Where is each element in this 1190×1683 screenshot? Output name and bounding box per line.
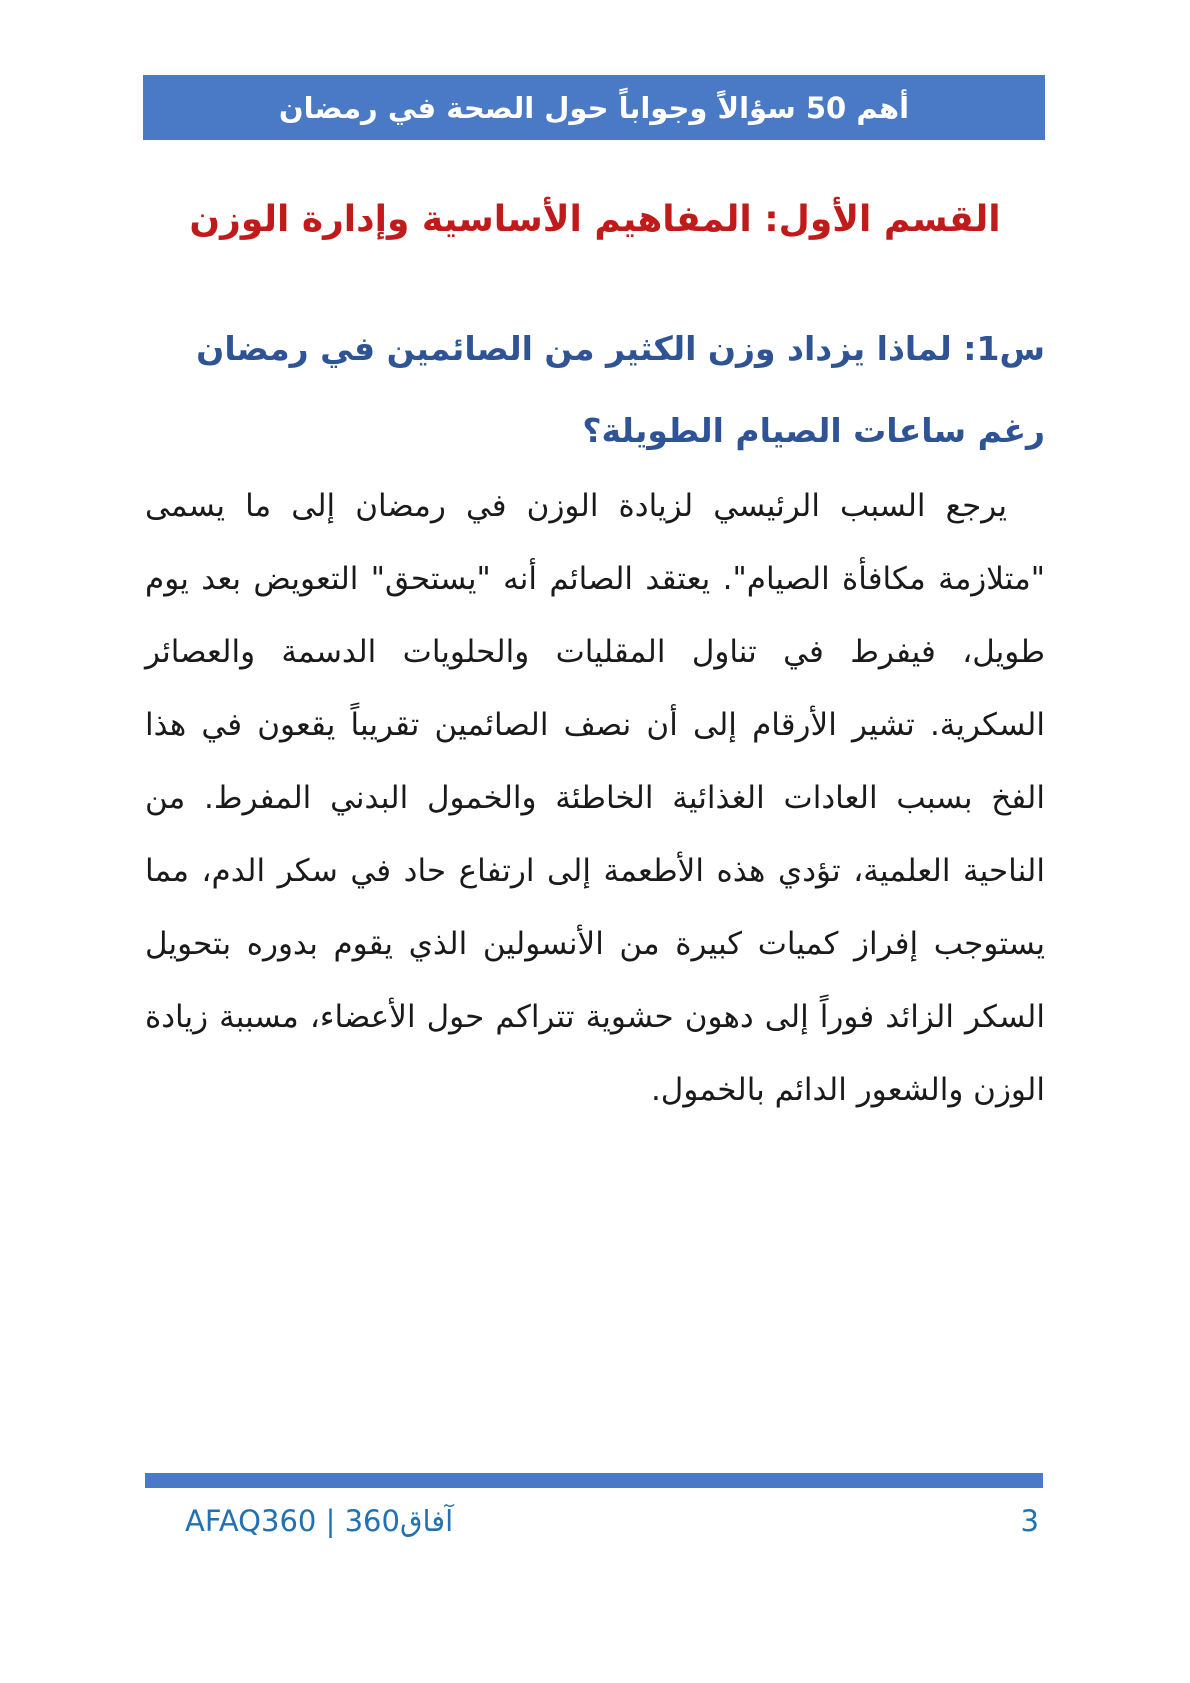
document-title: أهم 50 سؤالاً وجواباً حول الصحة في رمضان (278, 90, 910, 125)
question-heading: س1: لماذا يزداد وزن الكثير من الصائمين في رمضان رغم ساعات الصيام الطويلة؟ (196, 329, 1045, 450)
page-footer (145, 1496, 1043, 1546)
page-number: 3 (1020, 1504, 1039, 1538)
footer-brand: آفاق360 | AFAQ360 (185, 1504, 454, 1538)
page-header-banner (143, 75, 1045, 140)
footer-divider (145, 1473, 1043, 1488)
answer-paragraph: يرجع السبب الرئيسي لزيادة الوزن في رمضان إلى ما يسمى "متلازمة مكافأة الصيام". يعتقد الصائم أنه "يستحق" التعويض بعد يوم طويل، فيفرط في تناول المقليات والحلويات الدسمة والعصائر السكرية. تشير الأرقام إلى أن نصف الصائمين تقريباً يقعون في هذا الفخ بسبب العادات الغذائية الخاطئة والخمول البدني المفرط. من الناحية العلمية، تؤدي هذه الأطعمة إلى ارتفاع حاد في سكر الدم، مما يستوجب إفراز كميات كبيرة من الأنسولين الذي يقوم بدوره بتحويل السكر الزائد فوراً إلى دهون حشوية تتراكم حول الأعضاء، مسببة زيادة الوزن والشعور الدائم بالخمول. (145, 488, 1045, 1108)
section-heading: القسم الأول: المفاهيم الأساسية وإدارة الوزن (189, 199, 1001, 240)
